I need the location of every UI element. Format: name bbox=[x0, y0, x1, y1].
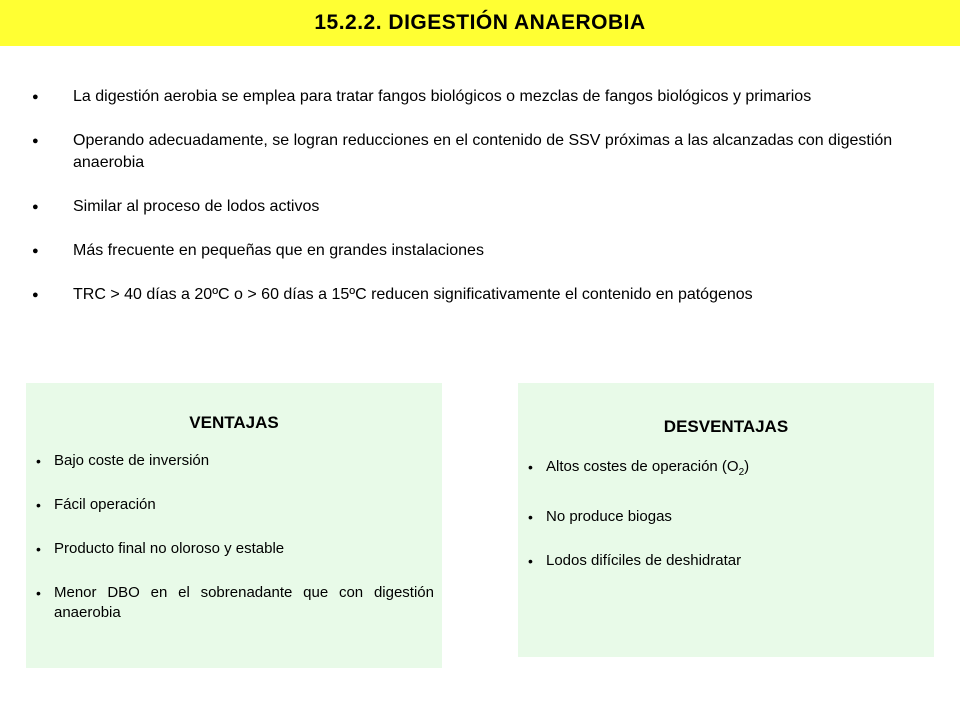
ventajas-list bbox=[26, 451, 442, 623]
ventajas-panel bbox=[26, 383, 442, 668]
bullet-dot-icon: ● bbox=[32, 289, 39, 301]
ventajas-item-text: Producto final no oloroso y estable bbox=[54, 540, 285, 557]
bullet-dot-icon: ● bbox=[32, 135, 39, 147]
bullet-icon: • bbox=[528, 459, 533, 475]
desventajas-list bbox=[518, 457, 934, 571]
desventajas-item-text: Lodos difíciles de deshidratar bbox=[546, 552, 742, 569]
bullet-text: La digestión aerobia se emplea para tratar fangos biológicos o mezclas de fangos biológicos y primarios bbox=[73, 88, 812, 105]
page-title: 15.2.2. DIGESTIÓN ANAEROBIA bbox=[314, 11, 646, 34]
ventajas-item bbox=[36, 495, 434, 515]
ventajas-item-text: Menor DBO en el sobrenadante que con digestión anaerobia bbox=[54, 584, 434, 621]
bullet-item bbox=[32, 130, 912, 174]
desventajas-item-text bbox=[546, 457, 926, 483]
bullet-text: Operando adecuadamente, se logran reducciones en el contenido de SSV próximas a las alcanzadas con digestión anaerobia bbox=[73, 132, 893, 171]
bullet-icon: • bbox=[36, 453, 41, 469]
bullet-item bbox=[32, 86, 912, 108]
title-bar bbox=[0, 0, 960, 46]
bullet-icon: • bbox=[36, 585, 41, 601]
bullet-text: Más frecuente en pequeñas que en grandes instalaciones bbox=[73, 242, 484, 259]
ventajas-heading: VENTAJAS bbox=[189, 413, 279, 432]
desventajas-item-text: No produce biogas bbox=[546, 508, 672, 525]
ventajas-item-text: Fácil operación bbox=[54, 496, 156, 513]
ventajas-item-text: Bajo coste de inversión bbox=[54, 452, 210, 469]
bullet-dot-icon: ● bbox=[32, 245, 39, 257]
bullet-list bbox=[32, 86, 912, 328]
bullet-item bbox=[32, 284, 912, 306]
bullet-dot-icon: ● bbox=[32, 201, 39, 213]
desventajas-item-prefix: Altos costes de operación (O bbox=[546, 458, 739, 475]
desventajas-item bbox=[528, 457, 926, 483]
bullet-text: Similar al proceso de lodos activos bbox=[73, 198, 320, 215]
bullet-item bbox=[32, 196, 912, 218]
desventajas-item bbox=[528, 551, 926, 571]
desventajas-item bbox=[528, 507, 926, 527]
desventajas-panel bbox=[518, 383, 934, 657]
desventajas-heading: DESVENTAJAS bbox=[663, 417, 789, 436]
bullet-item bbox=[32, 240, 912, 262]
bullet-text: TRC > 40 días a 20ºC o > 60 días a 15ºC reducen significativamente el contenido en patógenos bbox=[73, 286, 753, 303]
ventajas-item bbox=[36, 539, 434, 559]
bullet-icon: • bbox=[528, 553, 533, 569]
bullet-icon: • bbox=[36, 541, 41, 557]
ventajas-item bbox=[36, 451, 434, 471]
ventajas-item bbox=[36, 583, 434, 623]
oxygen-subscript: 2 bbox=[738, 467, 745, 478]
bullet-icon: • bbox=[36, 497, 41, 513]
bullet-dot-icon: ● bbox=[32, 91, 39, 103]
bullet-icon: • bbox=[528, 509, 533, 525]
desventajas-item-suffix: ) bbox=[744, 458, 750, 475]
